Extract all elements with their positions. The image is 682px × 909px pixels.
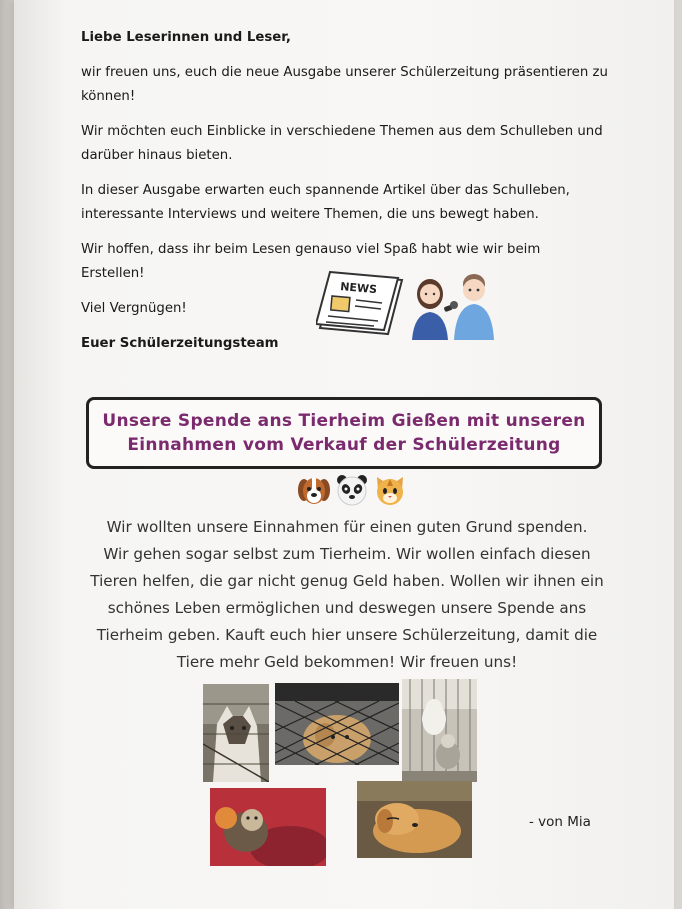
article-author: - von Mia	[529, 814, 591, 830]
article-title-box	[86, 397, 602, 469]
article-title-line1: Unsere Spende ans Tierheim Gießen mit unseren	[102, 411, 586, 431]
cat-with-toy-photo	[210, 788, 326, 866]
article-title-line2: Einnahmen vom Verkauf der Schülerzeitung	[127, 435, 561, 455]
article-line: schönes Leben ermöglichen und deswegen unsere Spende ans	[107, 599, 587, 617]
p4-line2: Erstellen!	[81, 266, 145, 281]
dog-face-icon	[298, 474, 330, 506]
letter-paragraph-2	[81, 120, 641, 168]
letter-paragraph-1	[81, 61, 641, 109]
article-line: Tieren helfen, die gar nicht genug Geld haben. Wollen wir ihnen ein	[90, 572, 604, 590]
p4-line1: Wir hoffen, dass ihr beim Lesen genauso viel Spaß habt wie wir beim	[81, 242, 541, 257]
p2-line1: Wir möchten euch Einblicke in verschiedene Themen aus dem Schulleben und	[81, 124, 603, 139]
article-line: Tierheim geben. Kauft euch hier unsere Schülerzeitung, damit die	[96, 626, 598, 644]
p2-line2: darüber hinaus bieten.	[81, 148, 233, 163]
cat-on-cage-photo	[402, 679, 477, 782]
letter-paragraph-3	[81, 179, 641, 227]
dog-behind-fence-photo	[275, 683, 399, 765]
p3-line1: In dieser Ausgabe erwarten euch spannende Artikel über das Schulleben,	[81, 183, 570, 198]
animal-emoji-row	[298, 474, 406, 506]
interview-illustration	[408, 268, 496, 340]
husky-photo	[203, 684, 269, 782]
article-body	[82, 514, 612, 676]
newspaper-icon	[316, 268, 408, 338]
letter-signoff: Euer Schülerzeitungsteam	[81, 336, 279, 351]
p1-line2: können!	[81, 89, 136, 104]
article-line: Tiere mehr Geld bekommen! Wir freuen uns!	[176, 653, 518, 671]
page-edge-shadow	[0, 0, 14, 909]
p1-line1: wir freuen uns, euch die neue Ausgabe unserer Schülerzeitung präsentieren zu	[81, 65, 608, 80]
sleeping-dog-photo	[357, 781, 472, 858]
p3-line2: interessante Interviews und weitere Themen, die uns bewegt haben.	[81, 207, 539, 222]
letter-greeting: Liebe Leserinnen und Leser,	[81, 30, 291, 45]
article-line: Wir gehen sogar selbst zum Tierheim. Wir wollen einfach diesen	[103, 545, 591, 563]
cat-face-icon	[374, 474, 406, 506]
news-label: NEWS	[339, 280, 378, 297]
panda-face-icon	[336, 474, 368, 506]
letter-closing: Viel Vergnügen!	[81, 301, 187, 316]
article-line: Wir wollten unsere Einnahmen für einen guten Grund spenden.	[106, 518, 588, 536]
